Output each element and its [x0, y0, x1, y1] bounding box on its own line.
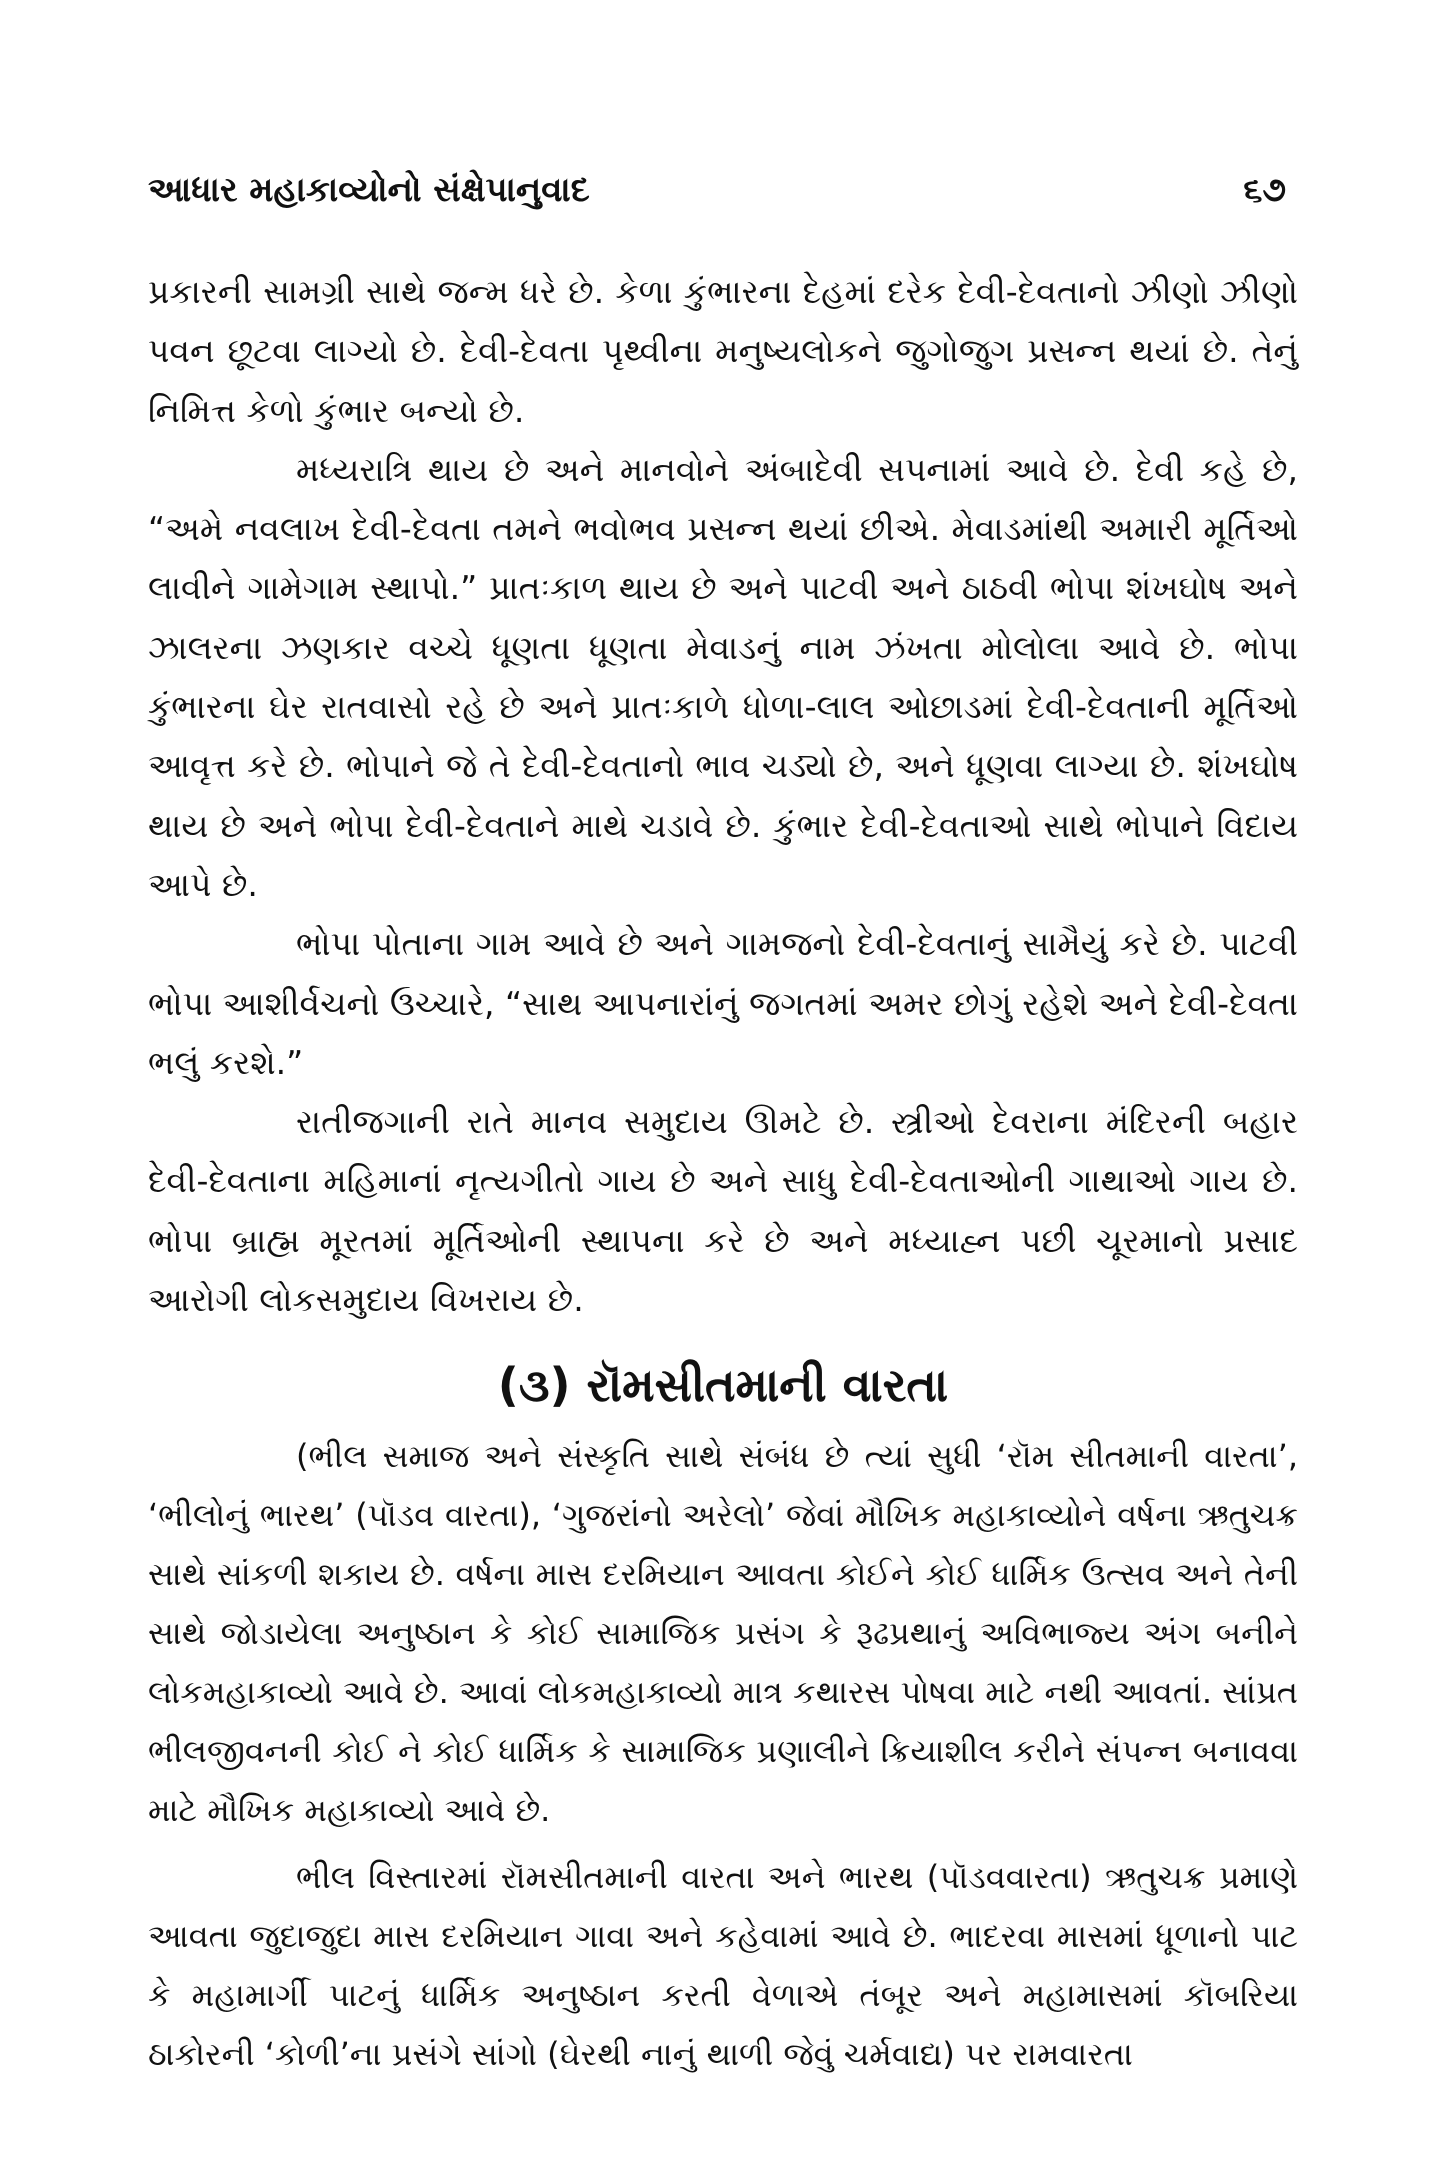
paragraph-continuation: પ્રકારની સામગ્રી સાથે જન્મ ધરે છે. કેળા કુંભારના દેહમાં દરેક દેવી-દેવતાનો ઝીણો ઝીણો પવન છૂટવા લાગ્યો છે. દેવી-દેવતા પૃથ્વીના મનુષ્યલોકને જુગોજુગ પ્રસન્ન થયાં છે. તેનું નિમિત્ત કેળો કુંભાર બન્યો છે. [148, 272, 1298, 430]
page-number: ૬૭ [1243, 170, 1286, 210]
paragraph: રાતીજગાની રાતે માનવ સમુદાય ઊમટે છે. સ્ત્રીઓ દેવરાના મંદિરની બહાર દેવી-દેવતાના મહિમાનાં નૃત્યગીતો ગાય છે અને સાધુ દેવી-દેવતાઓની ગાથાઓ ગાય છે. ભોપા બ્રાહ્મ મૂરતમાં મૂર્તિઓની સ્થાપના કરે છે અને મધ્યાહ્ન પછી ચૂરમાનો પ્રસાદ આરોગી લોકસમુદાય વિખરાય છે. [148, 1102, 1298, 1320]
paragraph: ભોપા પોતાના ગામ આવે છે અને ગામજનો દેવી-દેવતાનું સામૈયું કરે છે. પાટવી ભોપા આશીર્વચનો ઉચ્ચારે, “સાથ આપનારાંનું જગતમાં અમર છોગું રહેશે અને દેવી-દેવતા ભલું કરશે.” [148, 924, 1298, 1082]
running-title: આધાર મહાકાવ્યોનો સંક્ષેપાનુવાદ [148, 170, 590, 210]
section-paragraph: ભીલ વિસ્તારમાં રૉમસીતમાની વારતા અને ભારથ (પૉડવવારતા) ઋતુચક્ર પ્રમાણે આવતા જુદાજુદા માસ દરમિયાન ગાવા અને કહેવામાં આવે છે. ભાદરવા માસમાં ધૂળાનો પાટ કે મહામાર્ગી પાટનું ધાર્મિક અનુષ્ઠાન કરતી વેળાએ તંબૂર અને મહામાસમાં કૉબરિયા ઠાકોરની ‘કોળી’ના પ્રસંગે સાંગો (ઘેરથી નાનું થાળી જેવું ચર્મવાદ્ય) પર રામવારતા [148, 1858, 1298, 2074]
paragraph: મધ્યરાત્રિ થાય છે અને માનવોને અંબાદેવી સપનામાં આવે છે. દેવી કહે છે, “અમે નવલાખ દેવી-દેવતા તમને ભવોભવ પ્રસન્ન થયાં છીએ. મેવાડમાંથી અમારી મૂર્તિઓ લાવીને ગામેગામ સ્થાપો.” પ્રાતઃકાળ થાય છે અને પાટવી અને ઠાઠવી ભોપા શંખઘોષ અને ઝાલરના ઝણકાર વચ્ચે ધૂણતા ધૂણતા મેવાડનું નામ ઝંખતા મોલોલા આવે છે. ભોપા કુંભારના ઘેર રાતવાસો રહે છે અને પ્રાતઃકાળે ધોળા-લાલ ઓછાડમાં દેવી-દેવતાની મૂર્તિઓ આવૃત્ત કરે છે. ભોપાને જે તે દેવી-દેવતાનો ભાવ ચડ્યો છે, અને ધૂણવા લાગ્યા છે. શંખઘોષ થાય છે અને ભોપા દેવી-દેવતાને માથે ચડાવે છે. કુંભાર દેવી-દેવતાઓ સાથે ભોપાને વિદાય આપે છે. [148, 449, 1298, 904]
page-header [148, 170, 1286, 210]
section-heading: (૩) રૉમસીતમાની વારતા [497, 1358, 949, 1413]
section-intro-paragraph: (ભીલ સમાજ અને સંસ્કૃતિ સાથે સંબંધ છે ત્યાં સુધી ‘રૉમ સીતમાની વારતા’, ‘ભીલોનું ભારથ’ (પૉડવ વારતા), ‘ગુજરાંનો અરેલો’ જેવાં મૌખિક મહાકાવ્યોને વર્ષના ઋતુચક્ર સાથે સાંકળી શકાય છે. વર્ષના માસ દરમિયાન આવતા કોઈને કોઈ ધાર્મિક ઉત્સવ અને તેની સાથે જોડાયેલા અનુષ્ઠાન કે કોઈ સામાજિક પ્રસંગ કે રૂઢપ્રથાનું અવિભાજ્ય અંગ બનીને લોકમહાકાવ્યો આવે છે. આવાં લોકમહાકાવ્યો માત્ર કથારસ પોષવા માટે નથી આવતાં. સાંપ્રત ભીલજીવનની કોઈ ને કોઈ ધાર્મિક કે સામાજિક પ્રણાલીને ક્રિયાશીલ કરીને સંપન્ન બનાવવા માટે મૌખિક મહાકાવ્યો આવે છે. [148, 1437, 1298, 1830]
page-body [148, 262, 1298, 2084]
